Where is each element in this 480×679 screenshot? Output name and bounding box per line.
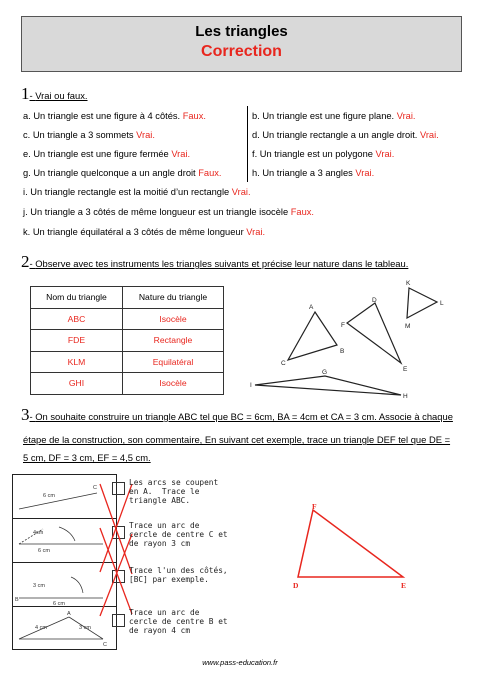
question-j: j. Un triangle a 3 côtés de même longueur est un triangle isocèle Faux. <box>23 207 314 217</box>
question-b: b. Un triangle est une figure plane. Vrai. <box>252 111 416 121</box>
section-3-line-2: étape de la construction, son commentaire, En suivant cet exemple, trace un triangle DEF tel que DE = <box>23 434 451 445</box>
table-header-cell: Nature du triangle <box>123 287 224 309</box>
label-i: I <box>250 382 252 389</box>
section-2-heading: 2- Observe avec tes instruments les triangles suivants et précise leur nature dans le tableau. <box>21 252 409 271</box>
triangle-def-figure <box>290 500 415 595</box>
header <box>21 16 462 72</box>
label-f-def: F <box>312 502 317 511</box>
section-2-title: Observe avec tes instruments les triangles suivants et précise leur nature dans le tableau. <box>35 258 409 269</box>
label-f: F <box>341 322 345 329</box>
sketch-label: 4cm <box>33 530 44 536</box>
table-cell: ABC <box>31 308 123 330</box>
label-m: M <box>405 323 411 330</box>
table-row <box>31 351 224 373</box>
section-2-number: 2 <box>21 252 30 271</box>
triangle-nature-table <box>30 286 224 395</box>
table-cell: Rectangle <box>123 330 224 352</box>
table-header-cell: Nom du triangle <box>31 287 123 309</box>
table-row <box>31 308 224 330</box>
question-h: h. Un triangle a 3 angles Vrai. <box>252 168 375 178</box>
triangle-ghi <box>255 376 401 395</box>
sketch-label: 6 cm <box>53 601 65 607</box>
question-i: i. Un triangle rectangle est la moitié d’un rectangle Vrai. <box>23 187 251 197</box>
step-comment-2: Trace un arc de cercle de centre C et de rayon 3 cm <box>129 521 228 548</box>
label-l: L <box>440 300 444 307</box>
label-e-def: E <box>401 581 407 590</box>
triangle-abc <box>288 312 337 360</box>
step-comment-4: Trace un arc de cercle de centre B et de rayon 4 cm <box>129 608 228 635</box>
sketch-label: 6 cm <box>43 493 55 499</box>
section-1-heading: 1- Vrai ou faux. <box>21 84 88 103</box>
section-3-number: 3 <box>21 405 30 424</box>
label-c: C <box>281 360 286 367</box>
sketch-label: 4 cm <box>35 625 47 631</box>
column-divider <box>247 106 248 182</box>
step-comment-1: Les arcs se coupent en A. Trace le triangle ABC. <box>129 478 219 505</box>
section-3-line-3: 5 cm, DF = 3 cm, EF = 4,5 cm. <box>23 452 151 463</box>
sketch-label: A <box>67 611 71 617</box>
question-g: g. Un triangle quelconque a un angle droit Faux. <box>23 168 222 178</box>
sketch-label: C <box>103 642 107 648</box>
label-e: E <box>403 366 408 373</box>
page-subtitle: Correction <box>201 43 282 60</box>
label-k: K <box>406 280 411 287</box>
section-1-number: 1 <box>21 84 30 103</box>
section-3-heading: 3- On souhaite construire un triangle ABC tel que BC = 6cm, BA = 4cm et CA = 3 cm. Associe à chaque <box>21 405 453 424</box>
triangle-fde <box>347 303 401 363</box>
table-header-row <box>31 287 224 309</box>
table-row <box>31 373 224 395</box>
table-cell: Equilatéral <box>123 351 224 373</box>
label-d: D <box>372 297 377 304</box>
table-cell: Isocèle <box>123 308 224 330</box>
sketch-label: B <box>15 597 19 603</box>
table-cell: GHI <box>31 373 123 395</box>
label-b: B <box>340 348 345 355</box>
footer-url: www.pass-education.fr <box>202 658 278 667</box>
sketch-label: C <box>93 485 97 491</box>
question-e: e. Un triangle est une figure fermée Vrai. <box>23 149 191 159</box>
step-comment-3: Trace l'un des côtés, [BC] par exemple. <box>129 566 228 584</box>
question-f: f. Un triangle est un polygone Vrai. <box>252 149 395 159</box>
table-cell: Isocèle <box>123 373 224 395</box>
question-d: d. Un triangle rectangle a un angle droit. Vrai. <box>252 130 439 140</box>
section-3-line-1: On souhaite construire un triangle ABC tel que BC = 6cm, BA = 4cm et CA = 3 cm. Associe à chaque <box>35 411 453 422</box>
table-row <box>31 330 224 352</box>
page-title: Les triangles <box>195 23 288 40</box>
question-k: k. Un triangle équilatéral a 3 côtés de même longueur Vrai. <box>23 227 266 237</box>
table-cell: KLM <box>31 351 123 373</box>
sketch-label: 6 cm <box>38 548 50 554</box>
triangles-figure <box>245 275 475 400</box>
table-cell: FDE <box>31 330 123 352</box>
question-c: c. Un triangle a 3 sommets Vrai. <box>23 130 155 140</box>
label-g: G <box>322 369 328 376</box>
label-h: H <box>403 393 408 400</box>
triangle-klm <box>407 288 437 318</box>
question-a: a. Un triangle est une figure à 4 côtés. Faux. <box>23 111 206 121</box>
label-a: A <box>309 304 314 311</box>
sketch-label: 3 cm <box>33 583 45 589</box>
sketch-label: 3 cm <box>79 625 91 631</box>
section-1-title: Vrai ou faux. <box>35 90 88 101</box>
label-d-def: D <box>293 581 299 590</box>
